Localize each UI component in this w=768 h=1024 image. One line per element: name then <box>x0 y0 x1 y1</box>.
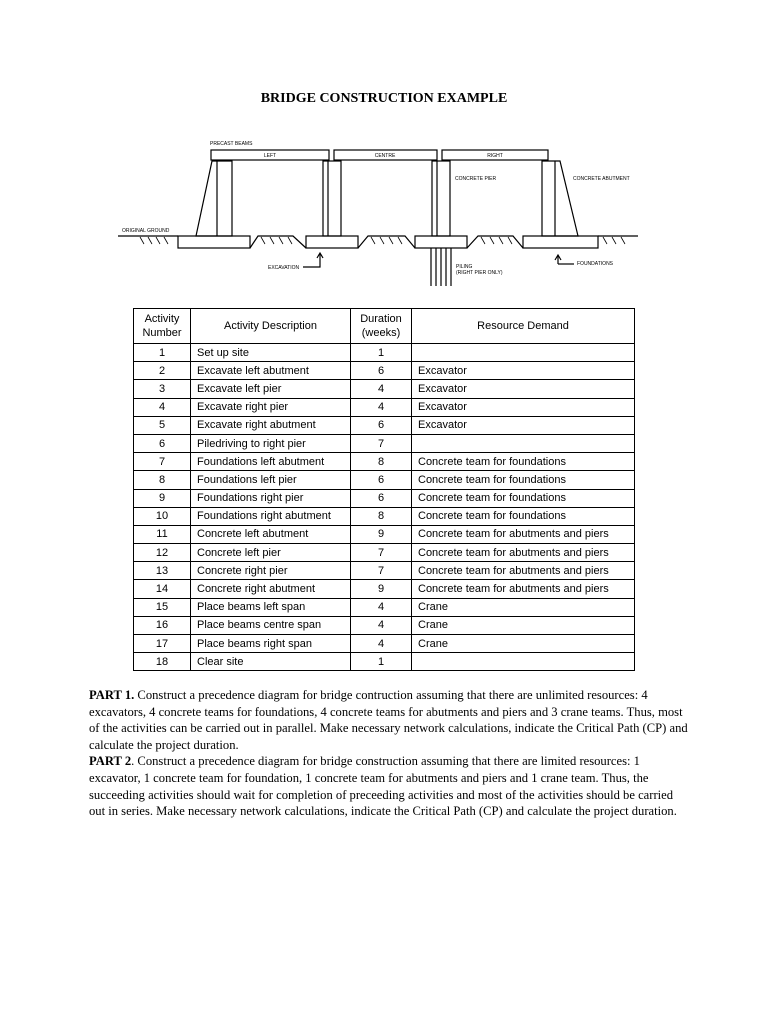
cell-activity-description: Foundations right pier <box>191 489 351 507</box>
label-centre-span: CENTRE <box>374 153 396 159</box>
cell-activity-number: 5 <box>134 416 191 434</box>
cell-resource-demand: Concrete team for abutments and piers <box>412 544 635 562</box>
activity-table <box>133 308 635 671</box>
cell-resource-demand: Excavator <box>412 416 635 434</box>
cell-resource-demand: Crane <box>412 616 635 634</box>
cell-duration: 1 <box>351 344 412 362</box>
header-activity-number: Activity Number <box>134 309 191 344</box>
cell-activity-number: 1 <box>134 344 191 362</box>
cell-duration: 8 <box>351 453 412 471</box>
cell-activity-number: 12 <box>134 544 191 562</box>
table-header-row <box>134 309 635 344</box>
part-1-text: Construct a precedence diagram for bridge contruction assuming that there are unlimited resources: 4 excavators, 4 concrete teams for foundations, 4 concrete teams for abutments and piers and 3 crane teams. Thus, most of the activities can be carried out in parallel. Make necessary network calculations, indicate the Critical Path (CP) and calculate the project duration. <box>89 688 688 752</box>
part-1 <box>89 687 689 753</box>
cell-activity-number: 11 <box>134 525 191 543</box>
part-2-text: . Construct a precedence diagram for bridge construction assuming that there are limited resources: 1 excavator, 1 concrete team for foundation, 1 concrete team for abutments and piers and 1 crane team. Thus, the succeeding activities should wait for completion of preceeding activities and most of the activities should be carried out in series. Make necessary network calculations, indicate the Critical Path (CP) and calculate the project duration. <box>89 754 677 819</box>
cell-duration: 4 <box>351 598 412 616</box>
cell-resource-demand: Concrete team for foundations <box>412 471 635 489</box>
cell-activity-description: Excavate right pier <box>191 398 351 416</box>
cell-duration: 6 <box>351 489 412 507</box>
label-piling: PILING <box>456 264 473 270</box>
cell-activity-number: 10 <box>134 507 191 525</box>
cell-activity-description: Concrete left pier <box>191 544 351 562</box>
table-row <box>134 653 635 671</box>
cell-activity-number: 8 <box>134 471 191 489</box>
cell-duration: 6 <box>351 416 412 434</box>
header-duration: Duration (weeks) <box>351 309 412 344</box>
table-row <box>134 507 635 525</box>
cell-resource-demand <box>412 434 635 452</box>
cell-duration: 7 <box>351 562 412 580</box>
table-row <box>134 434 635 452</box>
cell-resource-demand: Excavator <box>412 362 635 380</box>
cell-duration: 9 <box>351 580 412 598</box>
cell-activity-description: Concrete left abutment <box>191 525 351 543</box>
cell-activity-description: Piledriving to right pier <box>191 434 351 452</box>
header-activity-description: Activity Description <box>191 309 351 344</box>
table-row <box>134 362 635 380</box>
label-foundations: FOUNDATIONS <box>577 261 614 267</box>
cell-activity-description: Excavate left pier <box>191 380 351 398</box>
label-left-span: LEFT <box>263 153 277 159</box>
cell-duration: 4 <box>351 616 412 634</box>
bridge-diagram <box>118 134 638 290</box>
cell-activity-description: Place beams centre span <box>191 616 351 634</box>
cell-duration: 4 <box>351 635 412 653</box>
label-original-ground: ORIGINAL GROUND <box>122 228 170 234</box>
cell-activity-number: 4 <box>134 398 191 416</box>
cell-activity-description: Place beams left span <box>191 598 351 616</box>
cell-activity-number: 9 <box>134 489 191 507</box>
table-body <box>134 344 635 671</box>
cell-duration: 4 <box>351 380 412 398</box>
cell-activity-description: Set up site <box>191 344 351 362</box>
cell-resource-demand: Excavator <box>412 380 635 398</box>
cell-duration: 9 <box>351 525 412 543</box>
table-row <box>134 489 635 507</box>
table-row <box>134 598 635 616</box>
table-row <box>134 344 635 362</box>
part-2 <box>89 753 689 819</box>
cell-resource-demand: Concrete team for foundations <box>412 507 635 525</box>
cell-activity-number: 18 <box>134 653 191 671</box>
cell-duration: 4 <box>351 398 412 416</box>
cell-activity-number: 13 <box>134 562 191 580</box>
table-row <box>134 580 635 598</box>
table-row <box>134 525 635 543</box>
part-1-label: PART 1. <box>89 688 135 702</box>
cell-resource-demand: Concrete team for foundations <box>412 453 635 471</box>
cell-resource-demand: Concrete team for abutments and piers <box>412 562 635 580</box>
cell-duration: 7 <box>351 544 412 562</box>
cell-activity-number: 16 <box>134 616 191 634</box>
cell-activity-description: Foundations left abutment <box>191 453 351 471</box>
table-row <box>134 562 635 580</box>
cell-resource-demand: Excavator <box>412 398 635 416</box>
cell-duration: 8 <box>351 507 412 525</box>
cell-activity-number: 3 <box>134 380 191 398</box>
cell-activity-description: Excavate right abutment <box>191 416 351 434</box>
cell-resource-demand: Crane <box>412 598 635 616</box>
cell-activity-description: Clear site <box>191 653 351 671</box>
table-row <box>134 398 635 416</box>
label-concrete-pier: CONCRETE PIER <box>455 176 497 182</box>
cell-activity-description: Excavate left abutment <box>191 362 351 380</box>
cell-duration: 7 <box>351 434 412 452</box>
cell-activity-number: 14 <box>134 580 191 598</box>
cell-resource-demand: Crane <box>412 635 635 653</box>
table-row <box>134 471 635 489</box>
cell-resource-demand <box>412 344 635 362</box>
cell-duration: 6 <box>351 471 412 489</box>
cell-duration: 1 <box>351 653 412 671</box>
cell-activity-description: Concrete right abutment <box>191 580 351 598</box>
cell-activity-description: Concrete right pier <box>191 562 351 580</box>
header-resource-demand: Resource Demand <box>412 309 635 344</box>
table-row <box>134 453 635 471</box>
cell-activity-number: 17 <box>134 635 191 653</box>
label-concrete-abutment: CONCRETE ABUTMENT <box>573 176 630 182</box>
table-row <box>134 380 635 398</box>
cell-duration: 6 <box>351 362 412 380</box>
table-row <box>134 416 635 434</box>
cell-activity-description: Foundations right abutment <box>191 507 351 525</box>
label-precast-beams: PRECAST BEAMS <box>210 141 253 147</box>
label-piling-note: (RIGHT PIER ONLY) <box>456 270 503 276</box>
document-title: BRIDGE CONSTRUCTION EXAMPLE <box>260 91 508 106</box>
cell-activity-description: Foundations left pier <box>191 471 351 489</box>
label-excavation: EXCAVATION <box>268 265 300 271</box>
cell-resource-demand: Concrete team for foundations <box>412 489 635 507</box>
instructions <box>89 687 689 820</box>
cell-activity-number: 2 <box>134 362 191 380</box>
table-row <box>134 544 635 562</box>
table-row <box>134 616 635 634</box>
cell-activity-number: 7 <box>134 453 191 471</box>
cell-activity-number: 6 <box>134 434 191 452</box>
cell-activity-description: Place beams right span <box>191 635 351 653</box>
table-row <box>134 635 635 653</box>
cell-activity-number: 15 <box>134 598 191 616</box>
cell-resource-demand: Concrete team for abutments and piers <box>412 525 635 543</box>
cell-resource-demand: Concrete team for abutments and piers <box>412 580 635 598</box>
part-2-label: PART 2 <box>89 754 132 769</box>
label-right-span: RIGHT <box>487 153 503 159</box>
cell-resource-demand <box>412 653 635 671</box>
